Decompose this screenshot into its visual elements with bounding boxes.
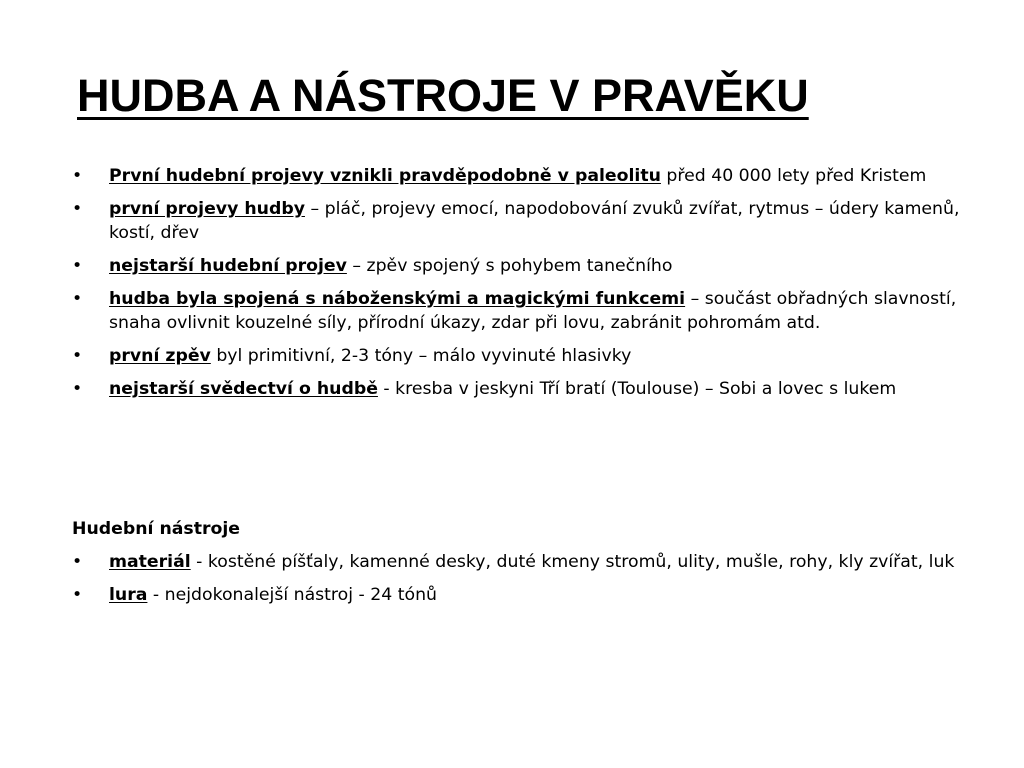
list-item-text: - kresba v jeskyni Tří bratí (Toulouse) – Sobi a lovec s lukem [377,379,897,399]
bullet-icon: • [72,585,83,605]
slide-title: HUDBA A NÁSTROJE V PRAVĚKU [77,70,809,121]
list-item-text: – pláč, projevy emocí, napodobování zvuků zvířat, rytmus – údery kamenů, kostí, dřev [109,199,960,243]
list-item-term: materiál [109,552,191,572]
list-item [72,377,972,401]
intro-bullet-list [72,164,972,410]
list-item-text: - kostěné píšťaly, kamenné desky, duté kmeny stromů, ulity, mušle, rohy, kly zvířat, luk [190,552,955,572]
bullet-icon: • [72,166,83,186]
bullet-icon: • [72,552,83,572]
list-item-term: první zpěv [109,346,211,366]
list-item [72,583,972,607]
list-item-text: před 40 000 lety před Kristem [660,166,927,186]
list-item-term: První hudební projevy vznikli pravděpodobně v paleolitu [109,166,661,186]
list-item-text: - nejdokonalejší nástroj - 24 tónů [147,585,437,605]
list-item-term: nejstarší hudební projev [109,256,347,276]
list-item-term: hudba byla spojená s náboženskými a magickými funkcemi [109,289,686,309]
list-item [72,164,972,188]
bullet-icon: • [72,289,83,309]
bullet-icon: • [72,379,83,399]
instruments-bullet-list [72,550,972,616]
list-item-term: nejstarší svědectví o hudbě [109,379,378,399]
list-item [72,550,972,574]
list-item-text: – součást obřadných slavností, snaha ovlivnit kouzelné síly, přírodní úkazy, zdar při lovu, zabránit pohromám atd. [109,289,957,333]
bullet-icon: • [72,346,83,366]
list-item-text: – zpěv spojený s pohybem tanečního [346,256,673,276]
list-item [72,344,972,368]
list-item [72,287,972,335]
list-item-text: byl primitivní, 2-3 tóny – málo vyvinuté hlasivky [210,346,632,366]
list-item-term: první projevy hudby [109,199,305,219]
list-item [72,254,972,278]
bullet-icon: • [72,256,83,276]
bullet-icon: • [72,199,83,219]
list-item [72,197,972,245]
list-item-term: lura [109,585,148,605]
section-subheading: Hudební nástroje [72,519,241,539]
